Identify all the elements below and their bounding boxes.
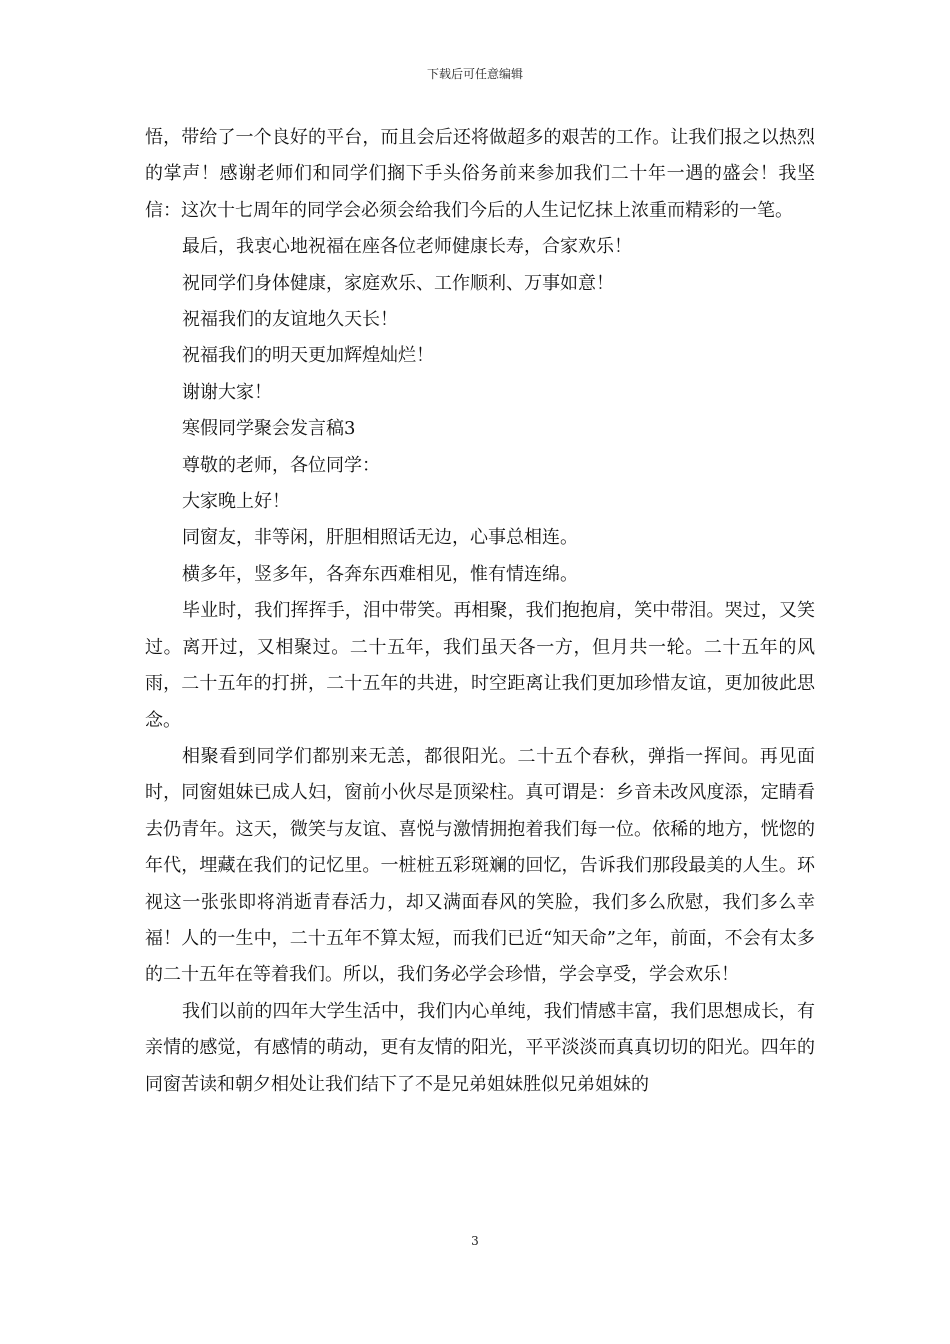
verse-line-2: 横多年，竖多年，各奔东西难相见，惟有情连绵。 [182, 563, 578, 585]
paragraph-4: 祝福我们的友谊地久天长！ [182, 309, 398, 331]
greeting: 大家晚上好！ [182, 491, 290, 513]
paragraph-13: 相聚看到同学们都别来无恙，都很阳光。二十五个春秋，弹指一挥间。再见面时，同窗姐妹已成人妇，窗前小伙尽是顶梁柱。真可谓是：乡音未改风度添，定睛看去仍青年。这天，微笑与友谊、喜悦与激情拥抱着我们每一位。依稀的地方，恍惚的年代，埋藏在我们的记忆里。一桩桩五彩斑斓的回忆，告诉我们那段最美的人生。环视这一张张即将消逝青春活力，却又满面春风的笑脸，我们多么欣慰，我们多么幸福！人的一生中，二十五年不算太短，而我们已近“知天命”之年，前面，不会有太多的二十五年在等着我们。所以，我们务必学会珍惜，学会享受，学会欢乐！ [145, 745, 815, 986]
salutation: 尊敬的老师，各位同学： [182, 454, 380, 476]
verse-line-1: 同窗友，非等闲，肝胆相照话无边，心事总相连。 [182, 527, 578, 549]
paragraph-5: 祝福我们的明天更加辉煌灿烂！ [182, 345, 434, 367]
paragraph-14: 我们以前的四年大学生活中，我们内心单纯，我们情感丰富，我们思想成长，有亲情的感觉，有感情的萌动，更有友情的阳光，平平淡淡而真真切切的阳光。四年的同窗苦读和朝夕相处让我们结下了不是兄弟姐妹胜似兄弟姐妹的 [145, 1000, 815, 1095]
paragraph-6: 谢谢大家！ [182, 381, 272, 403]
paragraph-1: 悟，带给了一个良好的平台，而且会后还将做超多的艰苦的工作。让我们报之以热烈的掌声！感谢老师们和同学们搁下手头俗务前来参加我们二十年一遇的盛会！我坚信：这次十七周年的同学会必须会给我们今后的人生记忆抹上浓重而精彩的一笔。 [145, 127, 815, 221]
paragraph-2: 最后，我衷心地祝福在座各位老师健康长寿，合家欢乐！ [182, 236, 632, 258]
page-number: 3 [471, 1234, 479, 1248]
paragraph-12: 毕业时，我们挥挥手，泪中带笑。再相聚，我们抱抱肩，笑中带泪。哭过，又笑过。离开过，又相聚过。二十五年，我们虽天各一方，但月共一轮。二十五年的风雨，二十五年的打拼，二十五年的共进，时空距离让我们更加珍惜友谊，更加彼此思念。 [145, 600, 815, 731]
page-header: 下载后可任意编辑 [426, 67, 523, 81]
section-title: 寒假同学聚会发言稿3 [182, 418, 356, 440]
paragraph-3: 祝同学们身体健康，家庭欢乐、工作顺利、万事如意！ [182, 272, 614, 294]
document-body [145, 120, 815, 1103]
